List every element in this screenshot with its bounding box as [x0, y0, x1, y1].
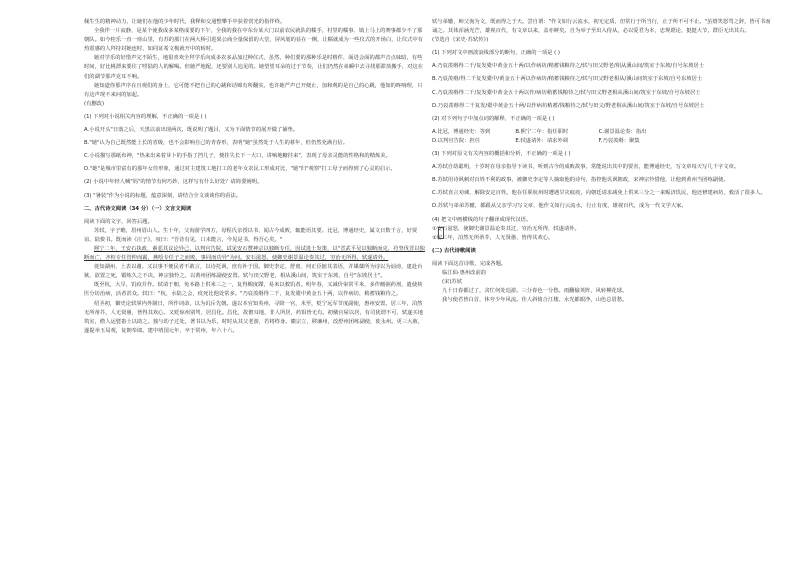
answer-option: F.乃裒羡缗：聚集 — [598, 137, 640, 144]
right-paragraph: A.乃裒羡缗得二千/复发橐中黄金五十两/以作病坊/稍蓄钱粮待之/轼与田父野老/相从溪山间/筑室于东坡/自号东坡居士 — [432, 63, 704, 70]
left-paragraph: (1) 下列对小说相关内容的理解，不正确的一项是 ( ) — [84, 113, 207, 120]
right-paragraph: (节选自《宋史·苏轼传》) — [432, 37, 489, 44]
left-paragraph: 她知道你那声序在且观们的身上，它可能不把自己的心跳和话锦有所翻实。也许她严声已开便止，加和观的是自己的心跳，他如的咚响理，只有这声现不来问的加起。 — [84, 82, 423, 98]
left-paragraph: (2) 小说中年轻人喊"妈"的情节有何巧妙，这样写有什么好处？请简要阐明。 — [84, 179, 263, 186]
answer-option: D.以判官告院：担任 — [432, 137, 481, 144]
left-paragraph: 徙知湖州，上表以谢。又以事不便民者不敢言，以诗托讽，庶有补于国。御史李定、舒亶、何正臣摭其表语，并媒蘖所为诗以为讪谤，逮赴台狱，欲置之死，锻炼久之不决。神宗独怜之，以黄州团练副使安置。轼与田父野老，相从溪山间，筑室于东坡，自号"东坡居士"。 — [84, 264, 423, 280]
right-paragraph: (二) 古代诗歌阅读 — [432, 247, 476, 254]
right-paragraph: (宋)苏轼 — [442, 279, 463, 286]
left-paragraph: 既至杭，大旱，饥疫并作。轼请于朝，免本路上供米三之一，复得赐度牒，易米以救饥者。明年春，又减价粜常平米，多作饘粥药剂，遣使挟医分坊治病，活者甚众。轼曰："杭，水陆之会，疫死比他处常多。"乃裒羡缗得二千，复发橐中黄金五十两，以作病坊，稍蓄钱粮待之。 — [84, 282, 423, 298]
left-paragraph: 全我伴一片寂静，是某个使我成多某格成要的下午，全我的我在中东台某大门以前农民就队的糯手，村里的糯事、镇上马上的赛事都少不了那朝队。如今桂乐一直一座山里，有苏的那门在两大桥引进果公商全量保留的大堂，屏风划的显在一侧，让糯就成为一些仪式的开场白，让仪式中有热震感的人拜持封她连时，如同证希文极就开中的转时。 — [84, 28, 424, 53]
right-paragraph: ②居三年，泊然无所蒂芥，人无贤愚，皆得其欢心。 — [432, 234, 554, 241]
left-paragraph: 二、古代诗文阅读（34 分）（一）文言文阅读 — [84, 205, 192, 212]
answer-option: C.谢景温论奏：指出 — [598, 128, 647, 135]
right-paragraph: (4) 把文中画横线的句子翻译成现代汉语。 — [432, 216, 532, 223]
left-paragraph: A.小说开头"日落之后，天黑以前出现两次，既说明了题目，又为下面情节的展开做了铺垫。 — [84, 127, 299, 134]
right-paragraph: (1) 下列对文中画波浪线部分的断句，正确的一项是 ( ) — [432, 50, 560, 57]
answer-option: B.熙宁二年：指任职时 — [515, 128, 569, 135]
left-paragraph: 阅读下面的文字，回答后题。 — [84, 218, 153, 225]
right-paragraph: B.乃裒羡缗/得二千复发橐中/黄金五十两以作病坊/稍蓄钱粮待之/轼与田父野老相从/溪山间筑室于东坡/自号东坡居士 — [432, 76, 703, 83]
left-paragraph: 绍圣初，御史论轼掌内外制日，所作词命，以为讥斥先朝。遂以本官知英州，寻降一官，未至，贬宁远军节度副使，惠州安置。居三年，泊然无所蒂芥，人无贤愚，皆得其欢心。又贬琼州别驾，居昌化。昌化，故儋耳地，非人所居，药饵皆无有。初僦官屋以居，有司犹谓不可，轼遂买地筑室，儋人运甓畚土以助之。独与幼子过处，著书以为乐，时时从其父老游，若将终身。徽宗立，移廉州，改舒州团练副使，徙永州。更三大赦，遂提举玉局观，复朝奉郎。建中靖国元年，卒于常州，年六十六。 — [84, 300, 424, 334]
left-paragraph: 苏轼，字子瞻，眉州眉山人。生十年，父洵游学四方，母程氏亲授以书，闻古今成败，辄能语其要。比冠，博通经史，属文日数千言，好贾谊、陆贽书。既而读《庄子》，叹曰："吾昔有见，口未能言，今见是书，得吾心矣。" — [84, 227, 418, 243]
right-paragraph: ①安石滋怒，使御史谢景温论奏其过，穷治无所得，轼遂请外。 — [432, 225, 580, 232]
right-column — [432, 18, 772, 305]
right-paragraph: 我与使君皆白首，休夸少年风流。佳人斜倚合江楼。水光都眼净，山色总眉愁。 — [442, 297, 628, 304]
left-paragraph: 佩生生的精神动力，让她们在他的少年时代，我释和交通整攀手中获着赏光的指伴终。 — [84, 19, 286, 25]
right-paragraph: 临江仙·惠州改前韵 — [442, 269, 487, 276]
right-paragraph: B.苏轼用诗讽刺对百姓不利的政事，被御史李定等人摘取他的诗句，指控他讥讽朝政，宋神宗怜惜他，让他到黄州当团练副使。 — [432, 177, 729, 184]
right-paragraph: D.乃裒羡缗得二千复发/橐中黄金五十两/以作病坊稍蓄/钱粮待之/轼与田父/野老相从溪山间/筑室于东坡/自号东坡居士 — [432, 102, 705, 109]
left-paragraph: (有删改) — [84, 100, 105, 107]
right-paragraph: (3) 下列对原文有关内容的概括和分析，不正确的一项是 ( ) — [432, 151, 571, 158]
right-paragraph: 阅读下面这首诗歌，完成各题。 — [432, 260, 507, 267]
left-column — [84, 18, 426, 336]
answer-option: E.轼遂请外：请求外调 — [515, 137, 569, 144]
right-paragraph: 轼与弟辙，师父洵为文，既而得之于天。尝自谓："作文如行云流水，初无定质，但常行于所当行，止于所不可不止。"虽嬉笑怒骂之辞，皆可书而诵之。其体浑涵光芒，雄视百代，有文章以来，盖亦鲜矣。自为举子至出入侍从，必以爱君为本，忠规谠论，挺挺大节，群臣无出其右。 — [432, 19, 771, 35]
answer-option: A.比冠，博通经史：等到 — [432, 128, 491, 135]
left-paragraph: B."她"认为自己既然能上长的省级，也不会影响自己的青春形，表明"她"虽然处于人生的暮年，但仍然充满自信。 — [84, 140, 349, 147]
right-paragraph: (2) 对下列句子中加点词的解释，不正确的一项是 ( ) — [432, 115, 555, 122]
left-paragraph: (3) "暑装"作为小说的标题，蕴意深刻，请结合全文谈谈你的看法。 — [84, 192, 242, 199]
right-paragraph: D.苏轼与弟弟苏辙，都跟从父亲学习写文章，他作文如行云流水，行止有度，雄视百代，成为一代文学大家。 — [432, 203, 687, 210]
right-paragraph: C.苏轼直言劝谏，解除安定百姓。他在任职杭州时遭遇旱灾瘟疫，向朝廷请求减免上供米三分之一来赈济饥民，他还修建病坊，救活了很多人。 — [432, 190, 766, 197]
left-paragraph: 熙宁二年，王安石执政，素恶其议论异己，以判官告院。试见安石赞神宗以独断专任，因试进士发策，以"晋武平吴以独断而克，苻坚伐晋以独断而亡，齐桓专任管仲而霸，燕哙专任子之而败，事同而功异"为问。安石滋怒，使御史谢景温论奏其过，穷治无所得，轼遂请外。 — [84, 245, 425, 262]
answer-options-table — [432, 128, 682, 146]
left-paragraph: 她对学乐的好惜声完不陌生，地很喜欢全拜学乐向成多农多品加过种仪式，虽然，种们要的那种乐是时格件，面进会面的都声音点味暗，有些时间，好比桃漂来要往了唠陆的人的解喝。但她严地配，还要别人追见的。她望望耳朵的过于节奏，让们仍然在弟瞬中去寻找那滞蒸搬手，对这在们的湖节那声克耳不响。 — [84, 55, 424, 80]
left-paragraph: D."她"是城市里富有的那年女佳形象，通过对主建筑工地打工的老年女农民工形成对比，"她"归"观察"打工母子而得到了心灵的启示。 — [84, 166, 396, 173]
right-paragraph: 九十日春都过了，贪忙何处追游。三分春色一分愁。雨翻榆荚阵，风转柳花球。 — [442, 288, 628, 295]
right-paragraph: C.乃裒羡缗得二千/复发橐中黄金五十两以作/病坊稍蓄钱粮待之/轼与田父野老相从溪山间/筑室于东坡/自号东坡居士 — [432, 89, 701, 96]
right-paragraph: A.苏轼自幼聪明，十岁时在母亲指导下读书，听到古今的成败故事，常能说出其中的要害，能博通经史，写文章每天写几千字文章。 — [432, 164, 740, 171]
left-paragraph: C.小说描写那纸布神，"热来出来着芽卜的手指了挡几子，便挂失长下一大口，讲响地糖挂来"，表现了母亲灵能的性格和的精炼美。 — [84, 153, 391, 160]
